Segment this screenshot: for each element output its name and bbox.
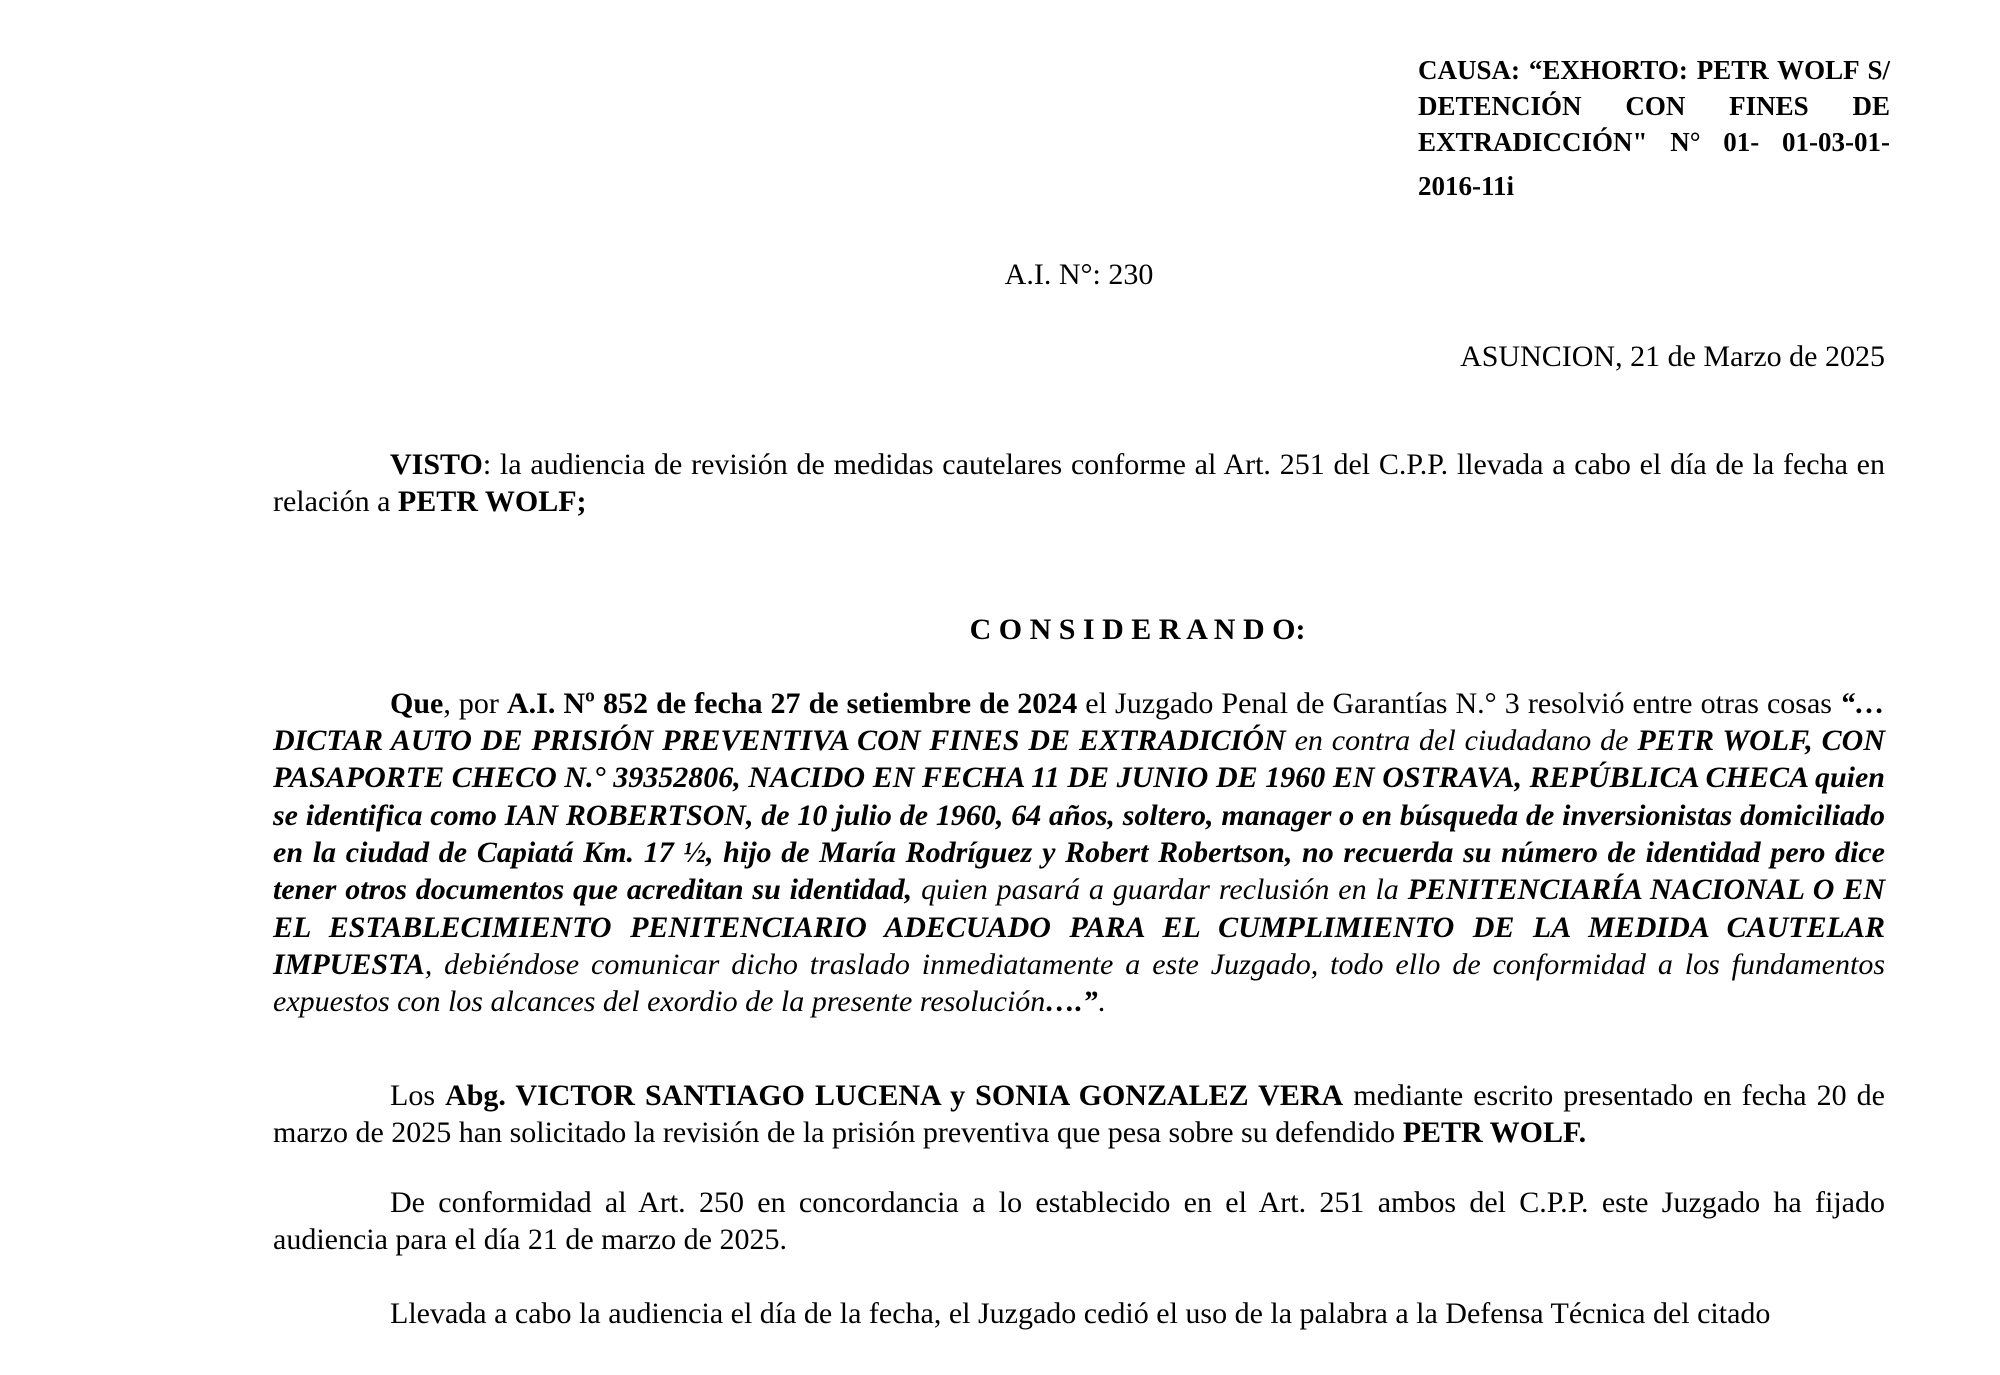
defense-lawyers-names: Abg. VICTOR SANTIAGO LUCENA y SONIA GONZALEZ VERA [445,1078,1344,1112]
text-run: el Juzgado Penal de Garantías N.° 3 resolvió entre otras cosas [1077,686,1841,720]
dateline: ASUNCION, 21 de Marzo de 2025 [1460,340,1885,373]
resolution-body [273,446,1885,1332]
penitentiary-text: PENITENCIARÍA NACIONAL O EN EL ESTABLECIMIENTO PENITENCIARIO ADECUADO PARA EL CUMPLIMIENTO DE LA MEDIDA CAUTELAR IMPUESTA [273,873,1885,981]
text-run: : la audiencia de revisión de medidas cautelares conforme al Art. 251 del C.P.P. llevada a cabo el día de la fecha en relación a [273,448,1885,519]
quote-close: ….” [1045,985,1098,1019]
resolution-number: A.I. N°: 230 [1004,258,1154,291]
text-run: mediante escrito presentado en fecha 20 de marzo de 2025 han solicitado la revisión de la prisión preventiva que pesa sobre su defendido [273,1078,1885,1149]
considerando-heading: C O N S I D E R A N D O: [969,612,1306,646]
defendant-name: PETR WOLF. [1402,1115,1587,1149]
visto-paragraph [273,446,1885,521]
defendant-name: PETR WOLF; [397,485,587,519]
conformidad-paragraph: De conformidad al Art. 250 en concordancia a lo establecido en el Art. 251 ambos del C.P.P. este Juzgado ha fijado audiencia para el día 21 de marzo de 2025. [273,1186,1885,1257]
case-caption-line: EXTRADICCIÓN" N° 01- 01-03-01- [1418,127,1890,157]
text-run: . [1097,985,1106,1019]
text-run: Que [390,686,444,720]
text-run: en contra del ciudadano de [1285,724,1638,758]
resolution-reference: A.I. Nº 852 de fecha 27 de setiembre de 2024 [506,686,1078,720]
defendant-identity-text: PETR WOLF, CON PASAPORTE CHECO N.° 39352806, NACIDO EN FECHA 11 DE JUNIO DE 1960 EN OSTRAVA, REPÚBLICA CHECA quien se identifica como IAN ROBERTSON, de 10 julio de 1960, 64 años, soltero, manager o en búsqueda de inversionistas domiciliado en la ciudad de Capiatá Km. 17 ½, hijo de María Rodríguez y Robert Robertson, no recuerda su número de identidad pero dice tener otros documentos que acreditan su identidad, [273,724,1885,907]
text-run: , por [443,686,507,720]
abogados-paragraph [273,1077,1885,1152]
text-run: , debiéndose comunicar dicho traslado inmediatamente a este Juzgado, todo ello de conformidad a los fundamentos expuestos con los alcances del exordio de la presente resolución [273,947,1885,1019]
visto-label: VISTO [390,448,483,481]
case-caption [1418,52,1890,204]
text-run: quien pasará a guardar reclusión en la [912,873,1408,907]
que-paragraph [273,685,1885,1021]
case-caption-line: CAUSA: “EXHORTO: PETR WOLF S/ [1418,55,1890,85]
llevada-paragraph: Llevada a cabo la audiencia el día de la fecha, el Juzgado cedió el uso de la palabra a la Defensa Técnica del citado [390,1296,1771,1330]
case-caption-line: DETENCIÓN CON FINES DE [1418,91,1890,121]
text-run: Los [390,1078,446,1112]
quoted-ruling-start: “…DICTAR AUTO DE PRISIÓN PREVENTIVA CON FINES DE EXTRADICIÓN [273,686,1886,758]
case-caption-line: 2016-11i [1418,171,1515,201]
